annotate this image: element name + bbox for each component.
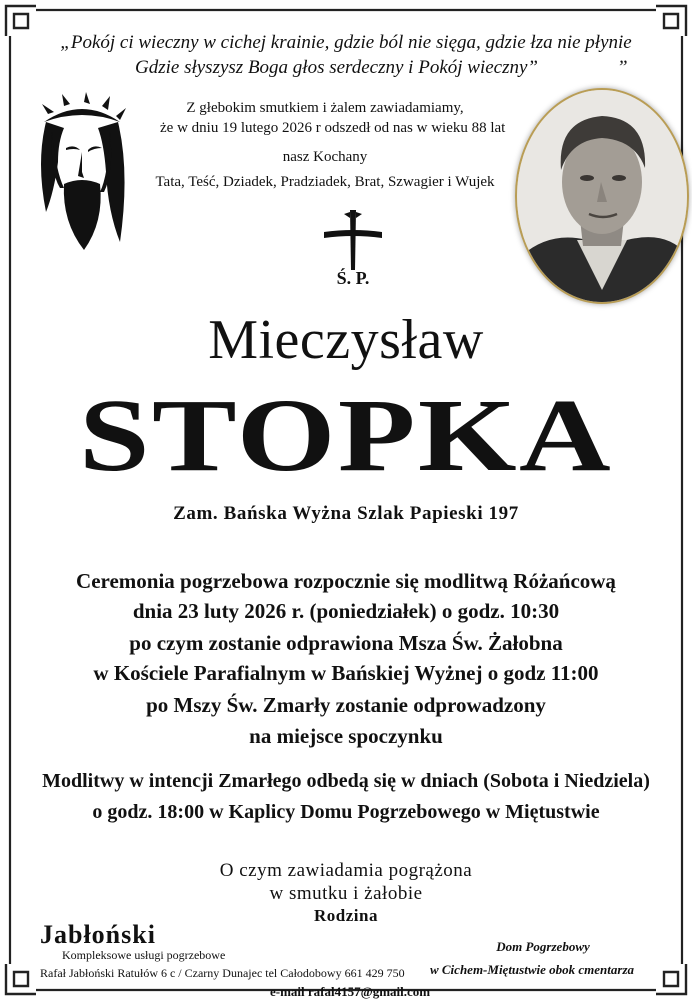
prayers-line-2: o godz. 18:00 w Kaplicy Domu Pogrzebowego w Miętustwie	[92, 801, 600, 823]
ceremony-line-3: po czym zostanie odprawiona Msza Św. Żałobna	[129, 631, 563, 655]
intro-line-2: że w dniu 19 lutego 2026 r odszedł od nas w wieku 88 lat	[160, 120, 506, 136]
intro-line-4: Tata, Teść, Dziadek, Pradziadek, Brat, Szwagier i Wujek	[155, 174, 495, 190]
last-name: STOPKA	[78, 378, 614, 493]
portrait-image	[517, 90, 687, 302]
funeral-home-location-2: w Cichem-Miętustwie obok cmentarza	[429, 962, 635, 977]
intro-line-3: nasz Kochany	[282, 149, 368, 165]
funeral-home-brand: Jabłoński	[40, 920, 156, 949]
quote-closing-mark: ”	[617, 57, 628, 78]
funeral-home-services: Kompleksowe usługi pogrzebowe	[62, 948, 226, 962]
funeral-home-location-1: Dom Pogrzebowy	[496, 939, 590, 954]
quote-line-2: Gdzie słyszysz Boga głos serdeczny i Pokój wieczny”	[135, 57, 538, 78]
ceremony-line-6: na miejsce spoczynku	[249, 724, 443, 748]
sp-abbreviation: Ś. P.	[336, 268, 370, 288]
intro-line-1: Z głebokim smutkiem i żalem zawiadamiamy,	[186, 100, 464, 116]
family-signature: Rodzina	[314, 906, 378, 925]
funeral-home-address: Rafał Jabłoński Ratułów 6 c / Czarny Dunajec tel Całodobowy 661 429 750	[40, 966, 405, 980]
ceremony-line-5: po Mszy Św. Zmarły zostanie odprowadzony	[146, 693, 546, 717]
ceremony-line-2: dnia 23 luty 2026 r. (poniedziałek) o godz. 10:30	[132, 599, 560, 623]
deceased-photo	[515, 88, 689, 304]
notice-line-2: w smutku i żałobie	[269, 883, 423, 904]
jesus-icon	[34, 92, 130, 254]
funeral-home-email: e-mail rafal4157@gmail.com	[270, 984, 431, 999]
prayers-line-1: Modlitwy w intencji Zmarłego odbedą się w dniach (Sobota i Niedziela)	[42, 770, 650, 792]
quote-line-1: „Pokój ci wieczny w cichej krainie, gdzie ból nie sięga, gdzie łza nie płynie	[60, 32, 632, 53]
address: Zam. Bańska Wyżna Szlak Papieski 197	[173, 503, 519, 524]
ceremony-line-4: w Kościele Parafialnym w Bańskiej Wyżnej o godz 11:00	[93, 661, 599, 685]
cross-icon	[322, 208, 384, 270]
notice-line-1: O czym zawiadamia pogrążona	[219, 860, 473, 881]
ceremony-line-1: Ceremonia pogrzebowa rozpocznie się modlitwą Różańcową	[76, 569, 616, 593]
first-name: Mieczysław	[208, 309, 484, 371]
